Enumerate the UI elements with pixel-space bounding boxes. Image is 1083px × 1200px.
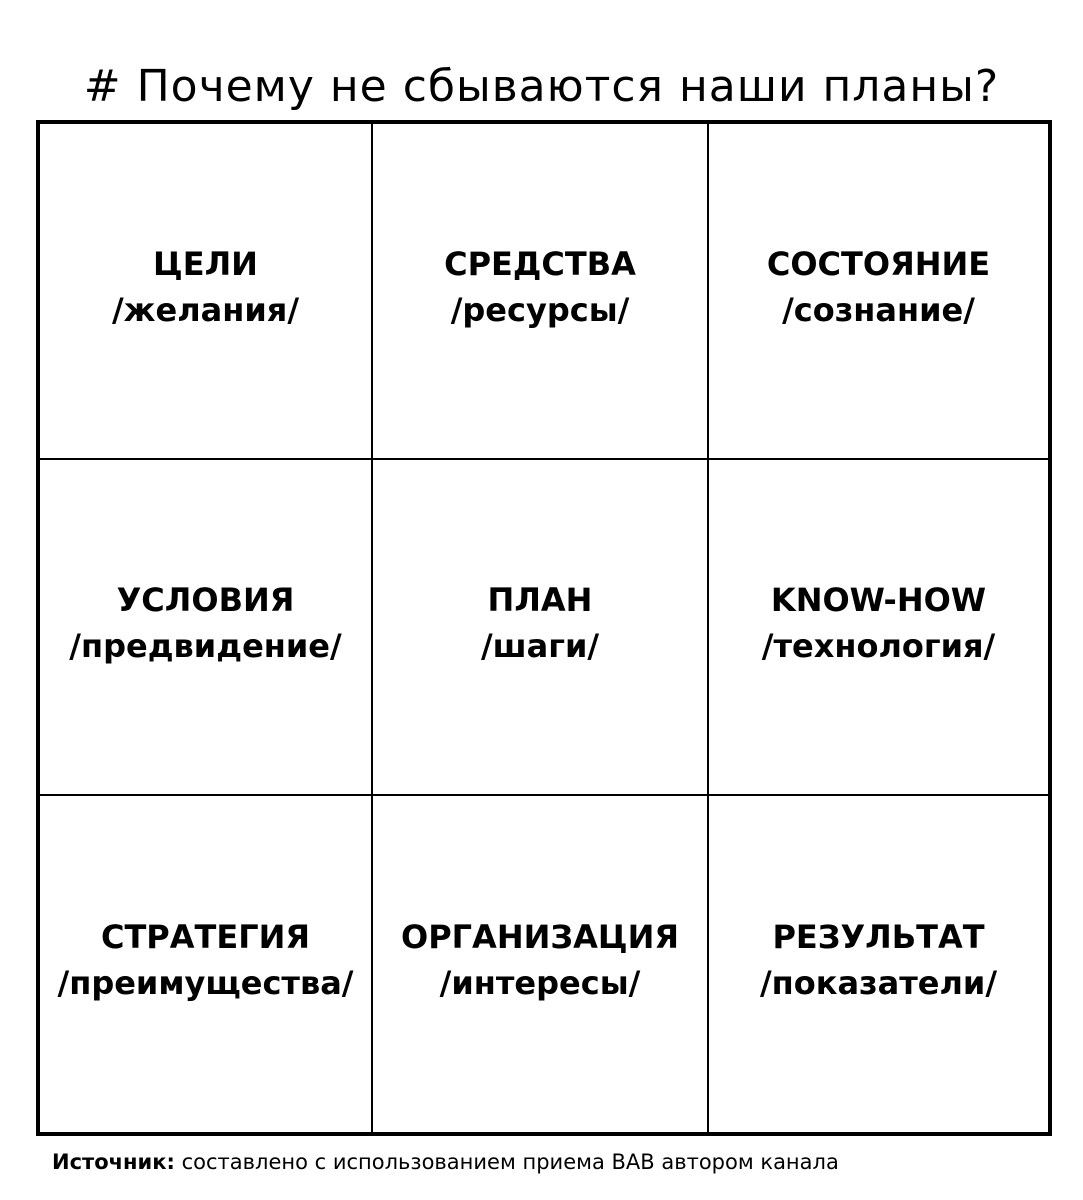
cell-title: ПЛАН bbox=[487, 581, 593, 619]
grid-cell-goals bbox=[40, 124, 373, 460]
grid-cell-result bbox=[709, 796, 1048, 1132]
grid-cell-know-how bbox=[709, 460, 1048, 796]
cell-subtitle: /желания/ bbox=[111, 291, 300, 329]
cell-title: ЦЕЛИ bbox=[153, 245, 258, 283]
grid-cell-means bbox=[373, 124, 709, 460]
grid-cell-state bbox=[709, 124, 1048, 460]
nine-cell-grid bbox=[36, 120, 1052, 1136]
cell-title: СРЕДСТВА bbox=[444, 245, 636, 283]
cell-subtitle: /сознание/ bbox=[782, 291, 975, 329]
cell-subtitle: /шаги/ bbox=[480, 627, 600, 665]
source-text: составлено с использованием приема BAB автором канала bbox=[181, 1150, 839, 1174]
cell-subtitle: /преимущества/ bbox=[57, 964, 354, 1002]
cell-subtitle: /предвидение/ bbox=[69, 627, 342, 665]
grid-cell-plan bbox=[373, 460, 709, 796]
grid-cell-conditions bbox=[40, 460, 373, 796]
cell-subtitle: /показатели/ bbox=[759, 964, 998, 1002]
cell-subtitle: /ресурсы/ bbox=[450, 291, 630, 329]
page-title: # Почему не сбываются наши планы? bbox=[83, 61, 1000, 113]
cell-title: РЕЗУЛЬТАТ bbox=[772, 918, 985, 956]
source-caption bbox=[52, 1148, 839, 1176]
cell-subtitle: /интересы/ bbox=[439, 964, 641, 1002]
cell-title: KNOW-HOW bbox=[770, 581, 987, 619]
cell-title: СОСТОЯНИЕ bbox=[766, 245, 991, 283]
cell-title: СТРАТЕГИЯ bbox=[100, 918, 311, 956]
source-label: Источник: bbox=[52, 1150, 175, 1174]
cell-subtitle: /технология/ bbox=[761, 627, 996, 665]
cell-title: ОРГАНИЗАЦИЯ bbox=[401, 918, 679, 956]
grid-cell-organization bbox=[373, 796, 709, 1132]
grid-cell-strategy bbox=[40, 796, 373, 1132]
cell-title: УСЛОВИЯ bbox=[116, 581, 295, 619]
